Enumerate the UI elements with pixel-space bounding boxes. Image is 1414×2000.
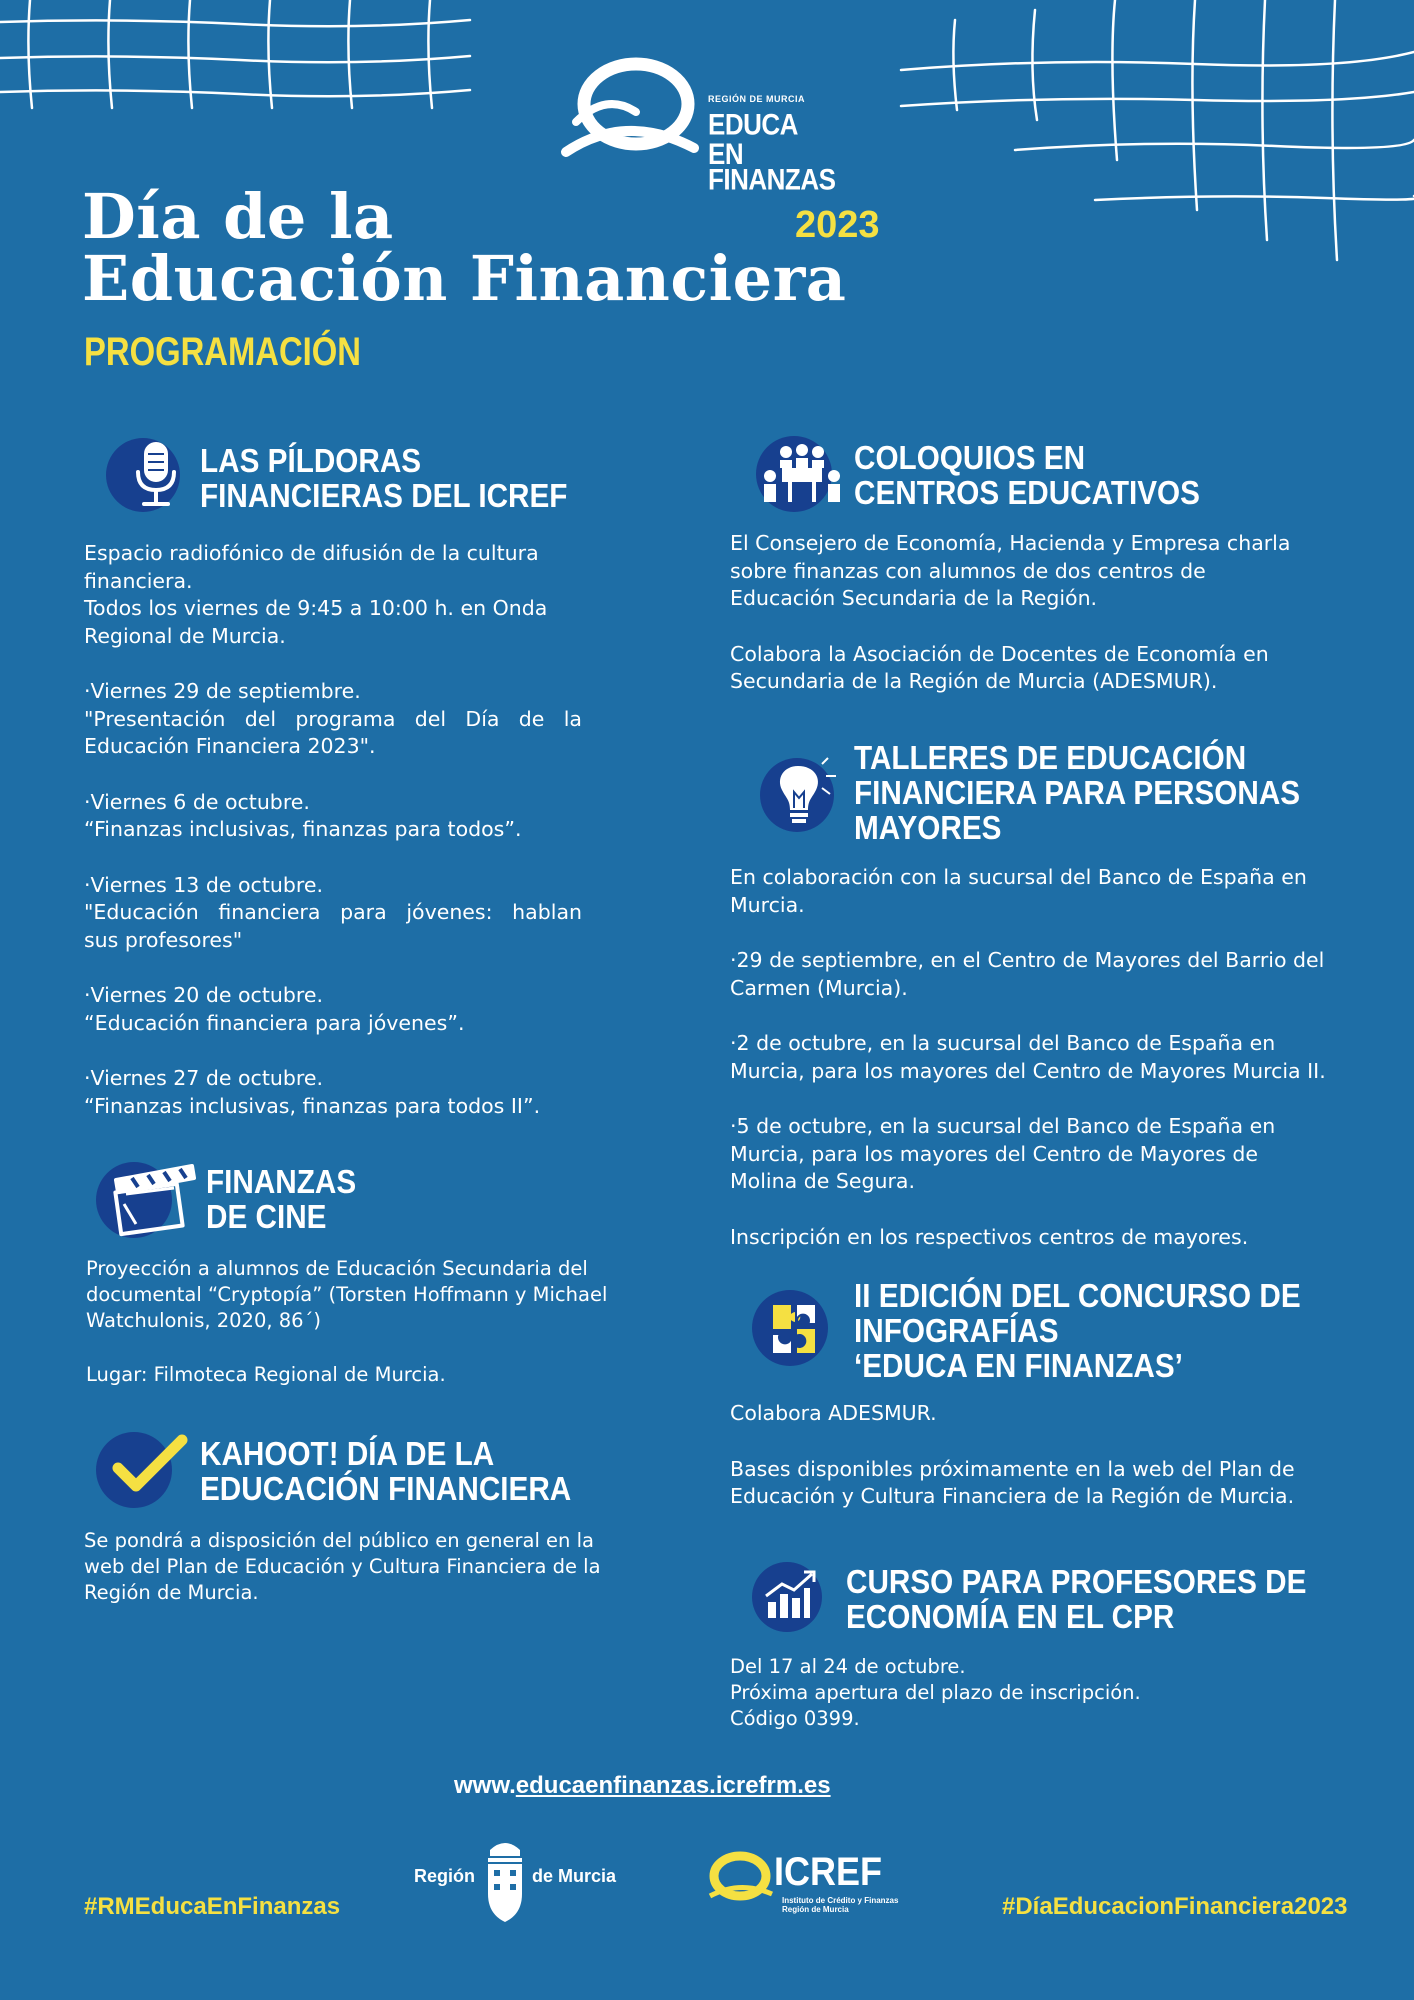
list-item: ·Viernes 29 de septiembre. "Presentación del programa del Día de la Educación Financiera 2023". xyxy=(84,679,582,758)
microphone-icon xyxy=(106,438,180,512)
pildoras-body: Espacio radiofónico de difusión de la cultura financiera. Todos los viernes de 9:45 a 10:00 h. en Onda Regional de Murcia. ·Viernes 29 de septiembre. "Presentación del programa del Día de la Educación Financiera 2023". ·Viernes 6 de octubre. “Finanzas inclusivas, finanzas para todos”. ·Viernes 13 de octubre. "Educación financiera para jóvenes: hablan sus profesores" ·Viernes 20 de octubre. “Educación financiera para jóvenes”. ·Viernes 27 de octubre. “Finanzas inclusivas, finanzas para todos II”. xyxy=(84,540,582,1120)
list-item: ·Viernes 20 de octubre. “Educación financiera para jóvenes”. xyxy=(84,983,465,1035)
list-item: ·Viernes 27 de octubre. “Finanzas inclusivas, finanzas para todos II”. xyxy=(84,1066,541,1118)
grid-decoration-right xyxy=(895,0,1414,265)
coat-of-arms-icon xyxy=(482,1836,528,1926)
website-link[interactable]: www.educaenfinanzas.icrefrm.es xyxy=(454,1772,831,1799)
year-label: 2023 xyxy=(795,204,880,246)
page-title xyxy=(82,180,847,315)
title-line2: Educación Financiera xyxy=(82,242,847,315)
cine-body: Proyección a alumnos de Educación Secundaria del documental “Cryptopía” (Torsten Hoffmann y Michael Watchulonis, 2020, 86´) Lugar: Filmoteca Regional de Murcia. xyxy=(86,1257,608,1386)
hashtag-left: #RMEducaEnFinanzas xyxy=(84,1893,341,1920)
programacion-heading: PROGRAMACIÓN xyxy=(84,330,361,374)
puzzle-icon xyxy=(752,1290,828,1366)
talleres-body: En colaboración con la sucursal del Banco de España en Murcia. ·29 de septiembre, en el Centro de Mayores del Barrio del Carmen (Murcia). ·2 de octubre, en la sucursal del Banco de España en Murcia, para los mayores del Centro de Mayores Murcia II. ·5 de octubre, en la sucursal del Banco de España en Murcia, para los mayores del Centro de Mayores de Molina de Segura. Inscripción en los respectivos centros de mayores. xyxy=(730,865,1326,1249)
logo-mark-icon xyxy=(556,52,706,172)
educa-en-finanzas-logo xyxy=(556,52,836,197)
concurso-body: Colabora ADESMUR. Bases disponibles próximamente en la web del Plan de Educación y Cultura Financiera de la Región de Murcia. xyxy=(730,1401,1295,1508)
cine-title: FINANZAS DE CINE xyxy=(206,1163,357,1235)
kahoot-body: Se pondrá a disposición del público en general en la web del Plan de Educación y Cultura Financiera de la Región de Murcia. xyxy=(84,1529,601,1604)
talleres-title: TALLERES DE EDUCACIÓN FINANCIERA PARA PERSONAS MAYORES xyxy=(854,739,1301,846)
icref-logo: ICREF Instituto de Crédito y Finanzas Región de Murcia xyxy=(706,1846,926,1916)
meeting-icon xyxy=(756,436,832,512)
kahoot-title: KAHOOT! DÍA DE LA EDUCACIÓN FINANCIERA xyxy=(200,1435,572,1507)
lightbulb-icon xyxy=(760,758,834,832)
icref-ring-icon xyxy=(706,1846,776,1910)
hashtag-right: #DíaEducacionFinanciera2023 xyxy=(1002,1893,1348,1920)
grid-decoration-left xyxy=(0,0,480,110)
region-de-murcia-logo: Región de Murcia xyxy=(412,1836,624,1926)
pildoras-title: LAS PÍLDORAS FINANCIERAS DEL ICREF xyxy=(200,442,568,514)
concurso-title: II EDICIÓN DEL CONCURSO DE INFOGRAFÍAS ‘EDUCA EN FINANZAS’ xyxy=(854,1277,1301,1384)
curso-title: CURSO PARA PROFESORES DE ECONOMÍA EN EL CPR xyxy=(846,1563,1307,1635)
clapperboard-icon xyxy=(96,1162,172,1238)
curso-body: Del 17 al 24 de octubre. Próxima apertura del plazo de inscripción. Código 0399. xyxy=(730,1655,1141,1730)
list-item: ·Viernes 6 de octubre. “Finanzas inclusivas, finanzas para todos”. xyxy=(84,789,522,841)
growth-chart-icon xyxy=(752,1562,822,1632)
logo-line2: FINANZAS xyxy=(708,161,836,197)
list-item: ·Viernes 13 de octubre. "Educación financiera para jóvenes: hablan sus profesores" xyxy=(84,872,582,952)
logo-region: REGIÓN DE MURCIA xyxy=(708,94,806,104)
checkmark-icon xyxy=(96,1432,172,1508)
coloquios-body: El Consejero de Economía, Hacienda y Empresa charla sobre finanzas con alumnos de dos centros de Educación Secundaria de la Región. Colabora la Asociación de Docentes de Economía en Secundaria de la Región de Murcia (ADESMUR). xyxy=(730,531,1291,693)
coloquios-title: COLOQUIOS EN CENTROS EDUCATIVOS xyxy=(854,439,1200,511)
title-line1: Día de la xyxy=(82,180,394,253)
logo-line1: EDUCA EN xyxy=(708,106,797,172)
